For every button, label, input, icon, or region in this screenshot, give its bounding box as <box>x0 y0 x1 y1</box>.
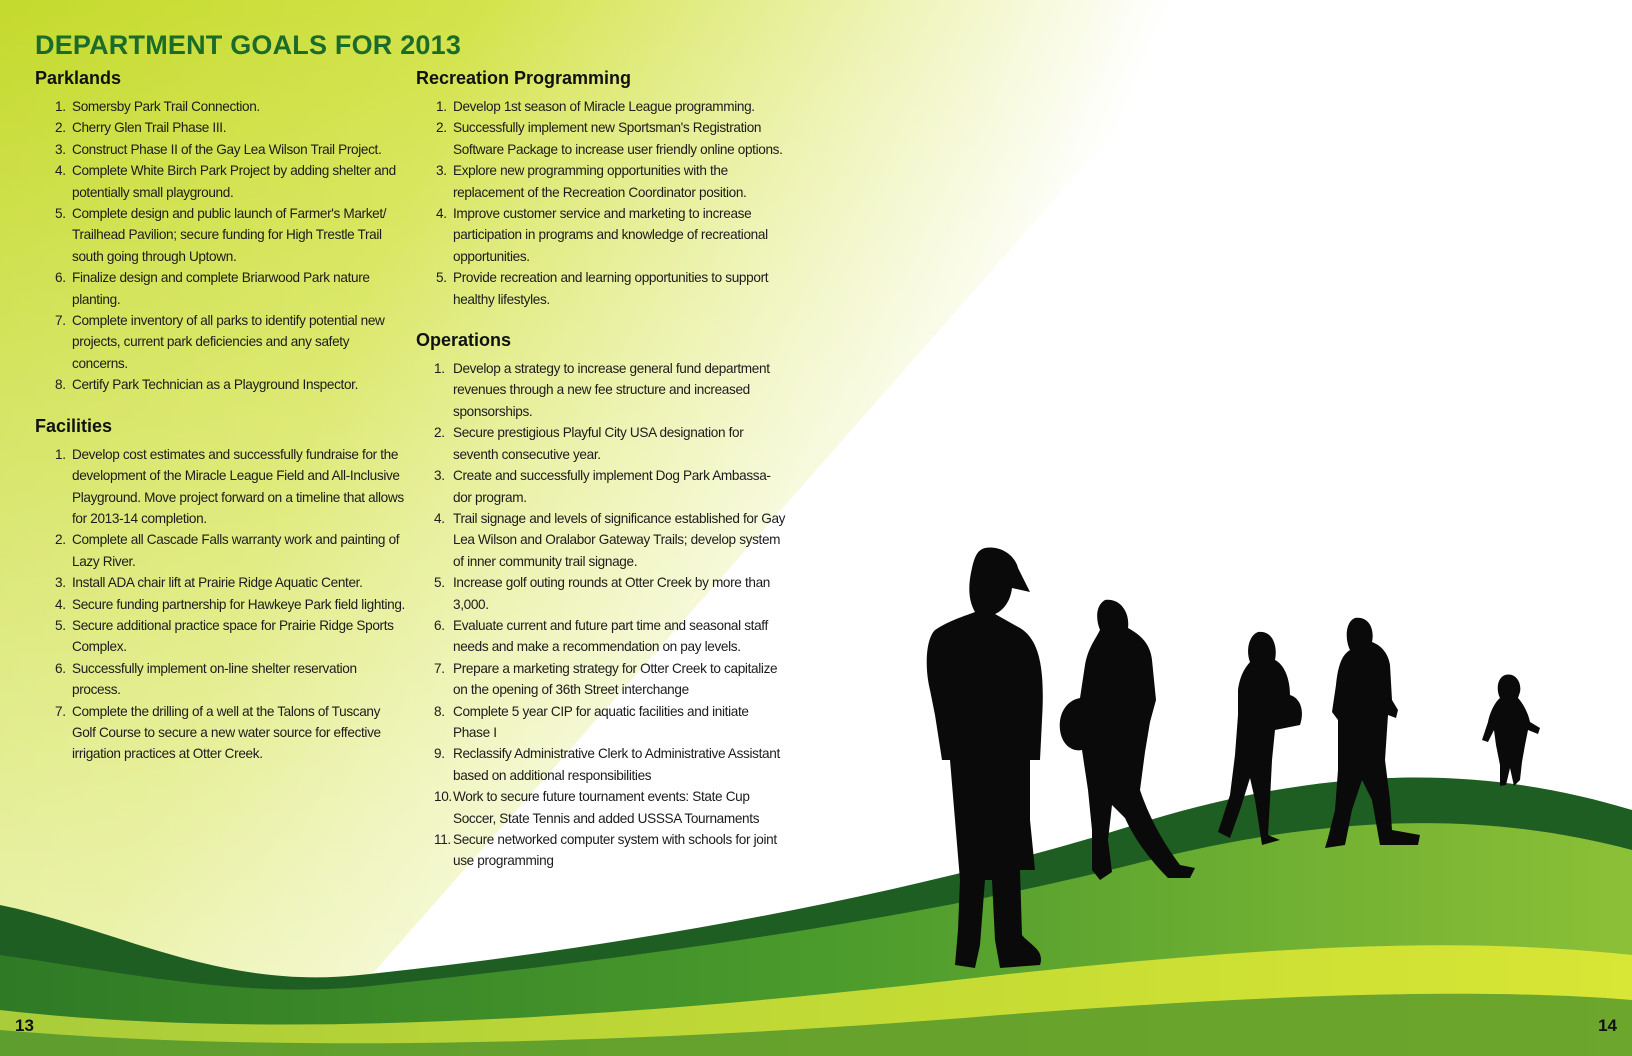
item-text: Successfully implement on-line shelter reservation process. <box>72 660 357 698</box>
item-text: Complete inventory of all parks to identify potential new projects, current park deficiencies and any safety concerns. <box>72 313 385 371</box>
item-number: 3. <box>434 468 445 484</box>
list-item <box>416 422 786 465</box>
item-text: Cherry Glen Trail Phase III. <box>72 120 227 136</box>
item-text: Finalize design and complete Briarwood Park nature planting. <box>72 270 370 307</box>
item-number: 5. <box>55 617 66 633</box>
recreation-section <box>416 66 786 310</box>
item-text: Somersby Park Trail Connection. <box>72 99 260 114</box>
list-item <box>416 117 786 160</box>
item-text: Work to secure future tournament events: State Cup Soccer, State Tennis and added USSSA Tournaments <box>453 789 760 826</box>
item-number: 2. <box>55 120 66 136</box>
item-text: Complete all Cascade Falls warranty work and painting of Lazy River. <box>72 532 400 569</box>
item-text: Develop a strategy to increase general fund department revenues through a new fee structure and increased sponsorships. <box>453 361 770 419</box>
item-text: Create and successfully implement Dog Park Ambassa-dor program. <box>453 468 771 505</box>
woman-with-bag-silhouette <box>1060 600 1195 880</box>
recreation-heading: Recreation Programming <box>416 68 632 88</box>
list-item <box>35 139 405 160</box>
item-text: Reclassify Administrative Clerk to Administrative Assistant based on additional responsibilities <box>453 746 780 783</box>
item-number: 3. <box>436 163 447 179</box>
list-item <box>416 658 786 701</box>
facilities-section <box>35 414 405 765</box>
item-number: 11. <box>434 832 451 847</box>
item-number: 1. <box>55 446 66 462</box>
parklands-list <box>35 96 405 396</box>
item-number: 3. <box>55 575 66 591</box>
woman-with-purse-silhouette <box>1218 632 1302 845</box>
facilities-heading: Facilities <box>35 415 113 436</box>
item-number: 4. <box>55 596 66 612</box>
item-number: 7. <box>55 313 66 329</box>
list-item <box>35 96 405 117</box>
parklands-heading: Parklands <box>35 68 122 88</box>
list-item <box>35 160 405 203</box>
item-text: Secure funding partnership for Hawkeye Park field lighting. <box>72 596 405 612</box>
list-item <box>416 743 786 786</box>
item-text: Secure networked computer system with schools for joint use programming <box>453 832 777 869</box>
item-text: Complete the drilling of a well at the Talons of Tuscany Golf Course to secure a new water source for effective irrigation practices at Otter Creek. <box>72 703 381 762</box>
list-item <box>416 829 786 872</box>
item-number: 4. <box>434 510 445 526</box>
item-text: Improve customer service and marketing to increase participation in programs and knowledge of recreational opportunities. <box>453 206 768 264</box>
list-item <box>416 96 786 117</box>
item-text: Secure additional practice space for Prairie Ridge Sports Complex. <box>72 617 394 655</box>
item-number: 1. <box>55 99 66 114</box>
item-number: 5. <box>434 575 445 591</box>
man-with-cap-silhouette <box>927 547 1043 968</box>
operations-heading: Operations <box>416 330 512 351</box>
list-item <box>416 160 786 203</box>
list-item <box>416 701 786 744</box>
item-text: Secure prestigious Playful City USA designation for seventh consecutive year. <box>453 425 744 462</box>
child-silhouette <box>1482 674 1540 786</box>
item-text: Complete 5 year CIP for aquatic facilities and initiate Phase I <box>453 703 749 740</box>
item-number: 8. <box>434 703 445 719</box>
item-text: Complete design and public launch of Farmer's Market/ Trailhead Pavilion; secure funding for High Trestle Trail south going through Uptown. <box>72 206 387 264</box>
item-text: Increase golf outing rounds at Otter Creek by more than 3,000. <box>453 575 770 612</box>
item-number: 3. <box>55 141 66 157</box>
list-item <box>35 374 405 395</box>
list-item <box>35 117 405 138</box>
item-number: 4. <box>55 163 66 179</box>
list-item <box>416 615 786 658</box>
item-number: 2. <box>434 425 445 441</box>
item-text: Trail signage and levels of significance established for Gay Lea Wilson and Oralabor Gateway Trails; develop system of inner community trail signage. <box>453 510 786 569</box>
parklands-section <box>35 66 405 396</box>
list-item <box>416 358 786 422</box>
item-text: Evaluate current and future part time and seasonal staff needs and make a recommendation on pay levels. <box>453 617 768 655</box>
item-number: 8. <box>55 377 66 393</box>
item-text: Develop 1st season of Miracle League programming. <box>453 99 755 114</box>
list-item <box>35 615 405 658</box>
item-text: Successfully implement new Sportsman's Registration Software Package to increase user friendly online options. <box>453 120 783 157</box>
facilities-list <box>35 444 405 765</box>
walking-man-silhouette <box>1325 618 1420 848</box>
list-item <box>416 267 786 310</box>
item-number: 7. <box>434 660 445 676</box>
list-item <box>416 572 786 615</box>
item-text: Explore new programming opportunities with the replacement of the Recreation Coordinator position. <box>453 163 747 200</box>
item-number: 5. <box>436 270 447 286</box>
item-text: Provide recreation and learning opportunities to support healthy lifestyles. <box>453 270 769 307</box>
item-number: 4. <box>436 206 447 222</box>
list-item <box>416 786 786 829</box>
list-item <box>35 529 405 572</box>
item-number: 9. <box>434 746 445 762</box>
page-number-left: 13 <box>15 1016 34 1035</box>
item-number: 6. <box>434 617 445 633</box>
recreation-list <box>416 96 786 310</box>
item-number: 2. <box>55 532 66 548</box>
operations-list <box>416 358 786 872</box>
list-item <box>35 658 405 701</box>
list-item <box>416 203 786 267</box>
left-column <box>35 66 405 783</box>
page-title: DEPARTMENT GOALS FOR 2013 <box>35 30 462 60</box>
item-number: 10. <box>434 789 452 805</box>
list-item <box>35 310 405 374</box>
list-item <box>35 203 405 267</box>
item-number: 1. <box>436 99 447 114</box>
page-number-right: 14 <box>1598 1016 1617 1035</box>
item-text: Develop cost estimates and successfully fundraise for the development of the Miracle League Field and All-Inclusive Playground. Move project forward on a timeline that allows for 2013-14 completion. <box>72 446 404 526</box>
list-item <box>35 572 405 593</box>
item-text: Construct Phase II of the Gay Lea Wilson Trail Project. <box>72 141 382 157</box>
list-item <box>35 701 405 765</box>
item-number: 6. <box>55 270 66 286</box>
operations-section <box>416 328 786 872</box>
item-number: 6. <box>55 660 66 676</box>
right-column <box>416 66 786 890</box>
item-text: Complete White Birch Park Project by adding shelter and potentially small playground. <box>72 163 396 200</box>
item-text: Certify Park Technician as a Playground Inspector. <box>72 377 359 393</box>
list-item <box>416 465 786 508</box>
item-text: Install ADA chair lift at Prairie Ridge Aquatic Center. <box>72 575 363 591</box>
item-text: Prepare a marketing strategy for Otter Creek to capitalize on the opening of 36th Street interchange <box>453 660 778 698</box>
item-number: 5. <box>55 206 66 222</box>
list-item <box>35 444 405 530</box>
item-number: 7. <box>55 703 66 719</box>
item-number: 2. <box>436 120 447 136</box>
list-item <box>416 508 786 572</box>
list-item <box>35 267 405 310</box>
list-item <box>35 594 405 615</box>
item-number: 1. <box>434 361 445 377</box>
